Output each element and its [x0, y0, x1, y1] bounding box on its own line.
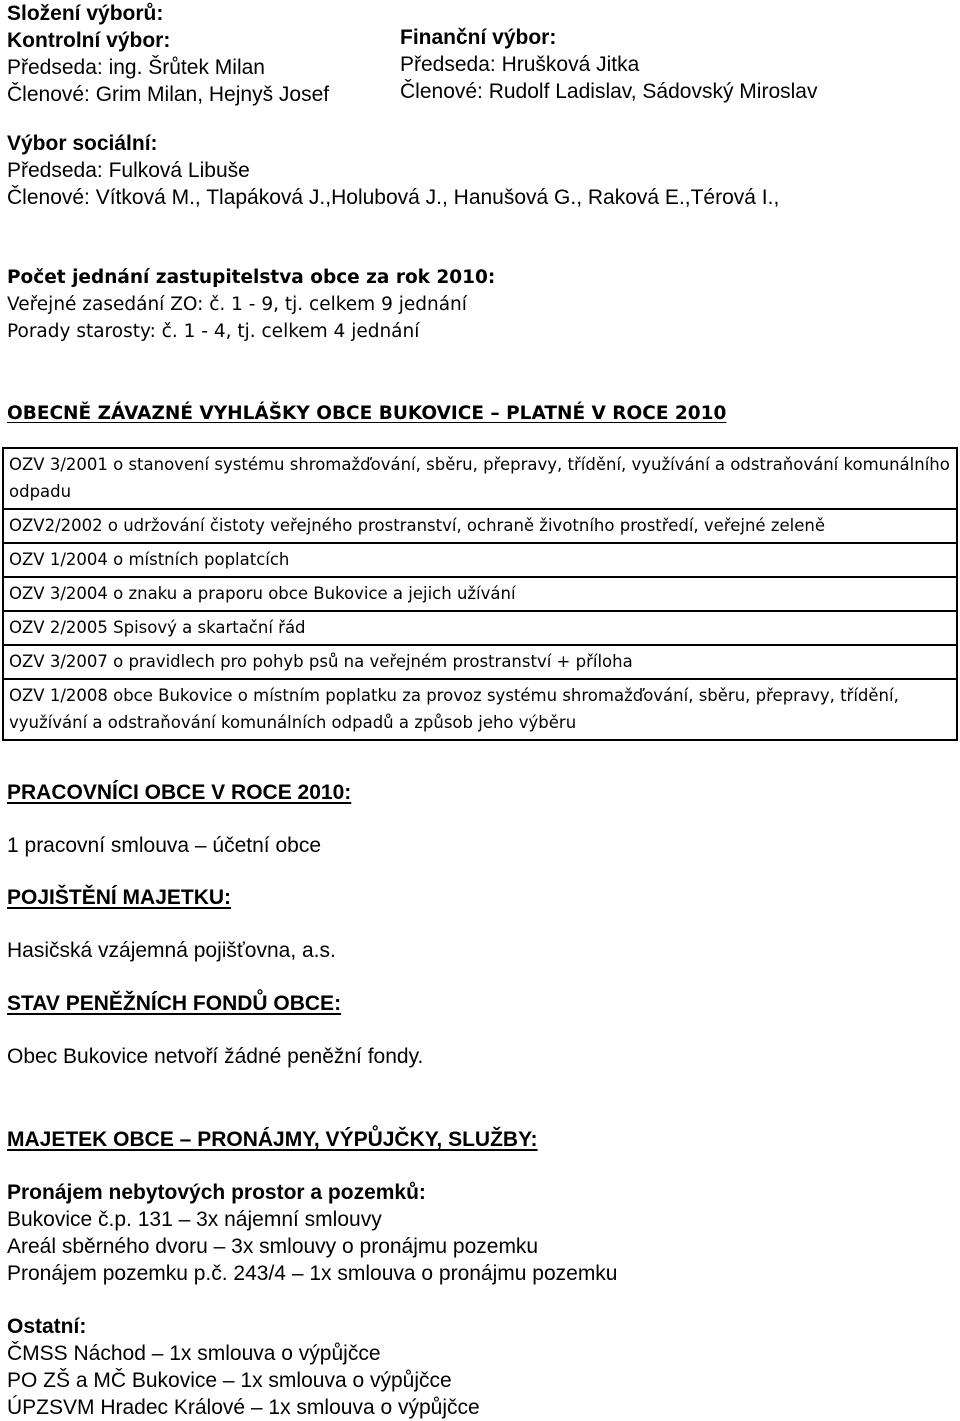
- list-item: Areál sběrného dvoru – 3x smlouvy o pronájmu pozemku: [7, 1235, 539, 1258]
- control-committee: [7, 0, 329, 108]
- ordinance-item: OZV 1/2004 o místních poplatcích: [3, 543, 957, 577]
- list-item: ČMSS Náchod – 1x smlouva o výpůjčce: [7, 1342, 381, 1365]
- rent-section: [7, 1179, 618, 1287]
- ordinances-table: [2, 447, 958, 741]
- social-committee-members: Členové: Vítková M., Tlapáková J.,Holubová J., Hanušová G., Raková E.,Térová I.,: [7, 186, 780, 209]
- ordinance-item: OZV 1/2008 obce Bukovice o místním poplatku za provoz systému shromažďování, sběru, přepravy, třídění, využívání a odstraňování komunálních odpadů a způsob jeho výběru: [3, 679, 957, 740]
- table-row: [3, 645, 957, 679]
- table-row: [3, 679, 957, 740]
- meetings-section: [7, 264, 495, 345]
- insurance-heading: POJIŠTĚNÍ MAJETKU:: [7, 886, 232, 909]
- ordinance-item: OZV2/2002 o udržování čistoty veřejného prostranství, ochraně životního prostředí, veřejné zeleně: [3, 509, 957, 543]
- ordinance-item: OZV 2/2005 Spisový a skartační řád: [3, 611, 957, 645]
- meetings-public: Veřejné zasedání ZO: č. 1 - 9, tj. celkem 9 jednání: [7, 294, 467, 315]
- social-committee: [7, 130, 779, 211]
- finance-committee-title: Finanční výbor:: [400, 26, 557, 49]
- workers-text: 1 pracovní smlouva – účetní obce: [7, 834, 322, 857]
- funds-text: Obec Bukovice netvoří žádné peněžní fondy.: [7, 1045, 424, 1068]
- property-heading: MAJETEK OBCE – PRONÁJMY, VÝPŮJČKY, SLUŽBY:: [7, 1128, 538, 1151]
- workers-heading: PRACOVNÍCI OBCE V ROCE 2010:: [7, 781, 352, 804]
- rent-title: Pronájem nebytových prostor a pozemků:: [7, 1181, 426, 1204]
- control-committee-chair: Předseda: ing. Šrůtek Milan: [7, 56, 265, 79]
- table-row: [3, 611, 957, 645]
- finance-committee-chair: Předseda: Hrušková Jitka: [400, 53, 640, 76]
- insurance-text: Hasičská vzájemná pojišťovna, a.s.: [7, 939, 336, 962]
- table-row: [3, 448, 957, 509]
- table-row: [3, 509, 957, 543]
- table-row: [3, 543, 957, 577]
- table-row: [3, 577, 957, 611]
- funds-heading: STAV PENĚŽNÍCH FONDŮ OBCE:: [7, 992, 342, 1015]
- list-item: Bukovice č.p. 131 – 3x nájemní smlouvy: [7, 1208, 382, 1231]
- social-committee-chair: Předseda: Fulková Libuše: [7, 159, 250, 182]
- list-item: Pronájem pozemku p.č. 243/4 – 1x smlouva o pronájmu pozemku: [7, 1262, 618, 1285]
- list-item: ÚPZSVM Hradec Králové – 1x smlouva o výpůjčce: [7, 1396, 480, 1419]
- list-item: PO ZŠ a MČ Bukovice – 1x smlouva o výpůjčce: [7, 1369, 452, 1392]
- control-committee-members: Členové: Grim Milan, Hejnyš Josef: [7, 83, 330, 106]
- control-committee-title: Kontrolní výbor:: [7, 29, 171, 52]
- ordinance-item: OZV 3/2007 o pravidlech pro pohyb psů na veřejném prostranství + příloha: [3, 645, 957, 679]
- ordinances-heading: OBECNĚ ZÁVAZNÉ VYHLÁŠKY OBCE BUKOVICE – PLATNÉ V ROCE 2010: [7, 403, 727, 424]
- other-section: [7, 1313, 480, 1421]
- ordinance-item: OZV 3/2004 o znaku a praporu obce Bukovice a jejich užívání: [3, 577, 957, 611]
- other-title: Ostatní:: [7, 1315, 87, 1338]
- committees-heading: Složení výborů:: [7, 2, 164, 25]
- finance-committee: [400, 24, 817, 105]
- meetings-mayor: Porady starosty: č. 1 - 4, tj. celkem 4 jednání: [7, 321, 420, 342]
- social-committee-title: Výbor sociální:: [7, 132, 158, 155]
- meetings-heading: Počet jednání zastupitelstva obce za rok 2010:: [7, 267, 496, 288]
- ordinance-item: OZV 3/2001 o stanovení systému shromažďování, sběru, přepravy, třídění, využívání a odstraňování komunálního odpadu: [3, 448, 957, 509]
- finance-committee-members: Členové: Rudolf Ladislav, Sádovský Miroslav: [400, 80, 818, 103]
